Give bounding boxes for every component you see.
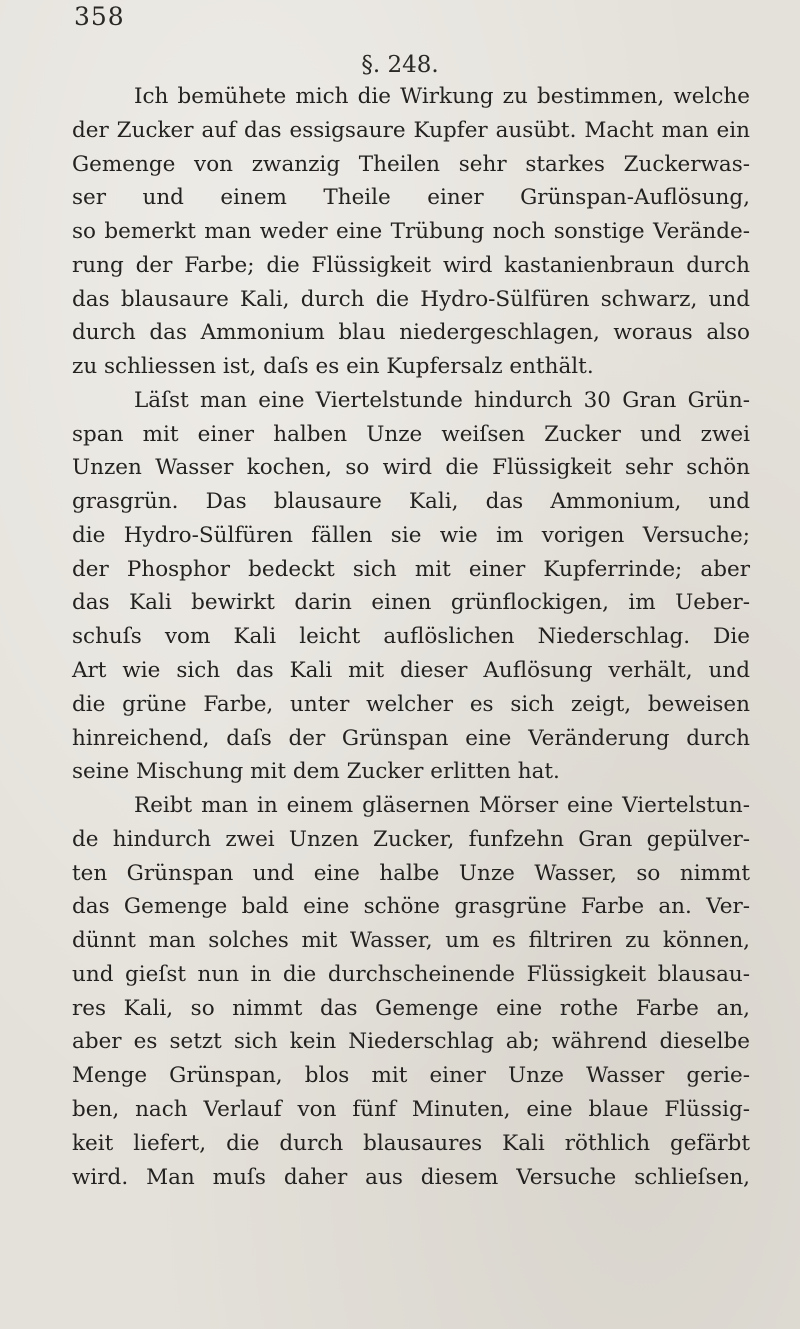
text-line: dünnt man solches mit Wasser, um es filtriren zu können, <box>72 928 750 954</box>
text-line: Unzen Wasser kochen, so wird die Flüssigkeit sehr schön <box>72 455 750 481</box>
text-line: das Kali bewirkt darin einen grünflockigen, im Ueber- <box>72 590 750 616</box>
text-line: de hindurch zwei Unzen Zucker, funfzehn Gran gepülver- <box>72 826 750 852</box>
text-line: das Gemenge bald eine schöne grasgrüne Farbe an. Ver- <box>72 894 750 920</box>
text-line: die Hydro-Sülfüren fällen sie wie im vorigen Versuche; <box>72 522 750 548</box>
text-line: die grüne Farbe, unter welcher es sich zeigt, beweisen <box>72 691 750 717</box>
body-text <box>72 80 750 1194</box>
text-line: Ich bemühete mich die Wirkung zu bestimmen, welche <box>134 84 750 109</box>
text-line: Menge Grünspan, blos mit einer Unze Wasser gerie- <box>72 1063 750 1089</box>
text-line: seine Mischung mit dem Zucker erlitten hat. <box>72 759 560 785</box>
text-line: ser und einem Theile einer Grünspan-Auflösung, <box>72 185 750 211</box>
text-line: durch das Ammonium blau niedergeschlagen, woraus also <box>72 320 750 346</box>
text-line: ben, nach Verlauf von fünf Minuten, eine blaue Flüssig- <box>72 1096 750 1122</box>
text-line: der Zucker auf das essigsaure Kupfer ausübt. Macht man ein <box>72 117 750 143</box>
text-line: der Phosphor bedeckt sich mit einer Kupferrinde; aber <box>72 556 750 582</box>
text-line: Art wie sich das Kali mit dieser Auflösung verhält, und <box>72 658 750 684</box>
text-line: res Kali, so nimmt das Gemenge eine rothe Farbe an, <box>72 995 750 1021</box>
text-line: Gemenge von zwanzig Theilen sehr starkes Zuckerwas- <box>72 151 750 177</box>
text-line: das blausaure Kali, durch die Hydro-Sülfüren schwarz, und <box>72 286 750 312</box>
text-line: keit liefert, die durch blausaures Kali röthlich gefärbt <box>72 1130 750 1156</box>
text-line: hinreichend, daſs der Grünspan eine Veränderung durch <box>72 725 750 751</box>
text-line: zu schliessen ist, daſs es ein Kupfersalz enthält. <box>72 354 594 380</box>
page-number: 358 <box>74 2 125 31</box>
text-line: und gieſst nun in die durchscheinende Flüssigkeit blausau- <box>72 961 750 987</box>
section-heading: §. 248. <box>361 52 439 78</box>
text-line: wird. Man muſs daher aus diesem Versuche schlieſsen, <box>72 1164 750 1190</box>
text-line: schuſs vom Kali leicht auflöslichen Niederschlag. Die <box>72 624 750 650</box>
text-line: span mit einer halben Unze weiſsen Zucker und zwei <box>72 421 750 447</box>
text-line: rung der Farbe; die Flüssigkeit wird kastanienbraun durch <box>72 252 750 278</box>
text-line: so bemerkt man weder eine Trübung noch sonstige Verände- <box>72 219 750 245</box>
text-line: ten Grünspan und eine halbe Unze Wasser, so nimmt <box>72 860 750 886</box>
text-line: aber es setzt sich kein Niederschlag ab; während dieselbe <box>72 1029 750 1055</box>
text-line: Reibt man in einem gläsernen Mörser eine Viertelstun- <box>134 793 750 819</box>
text-line: grasgrün. Das blausaure Kali, das Ammonium, und <box>72 489 750 515</box>
text-line: Läſst man eine Viertelstunde hindurch 30 Gran Grün- <box>134 387 750 413</box>
